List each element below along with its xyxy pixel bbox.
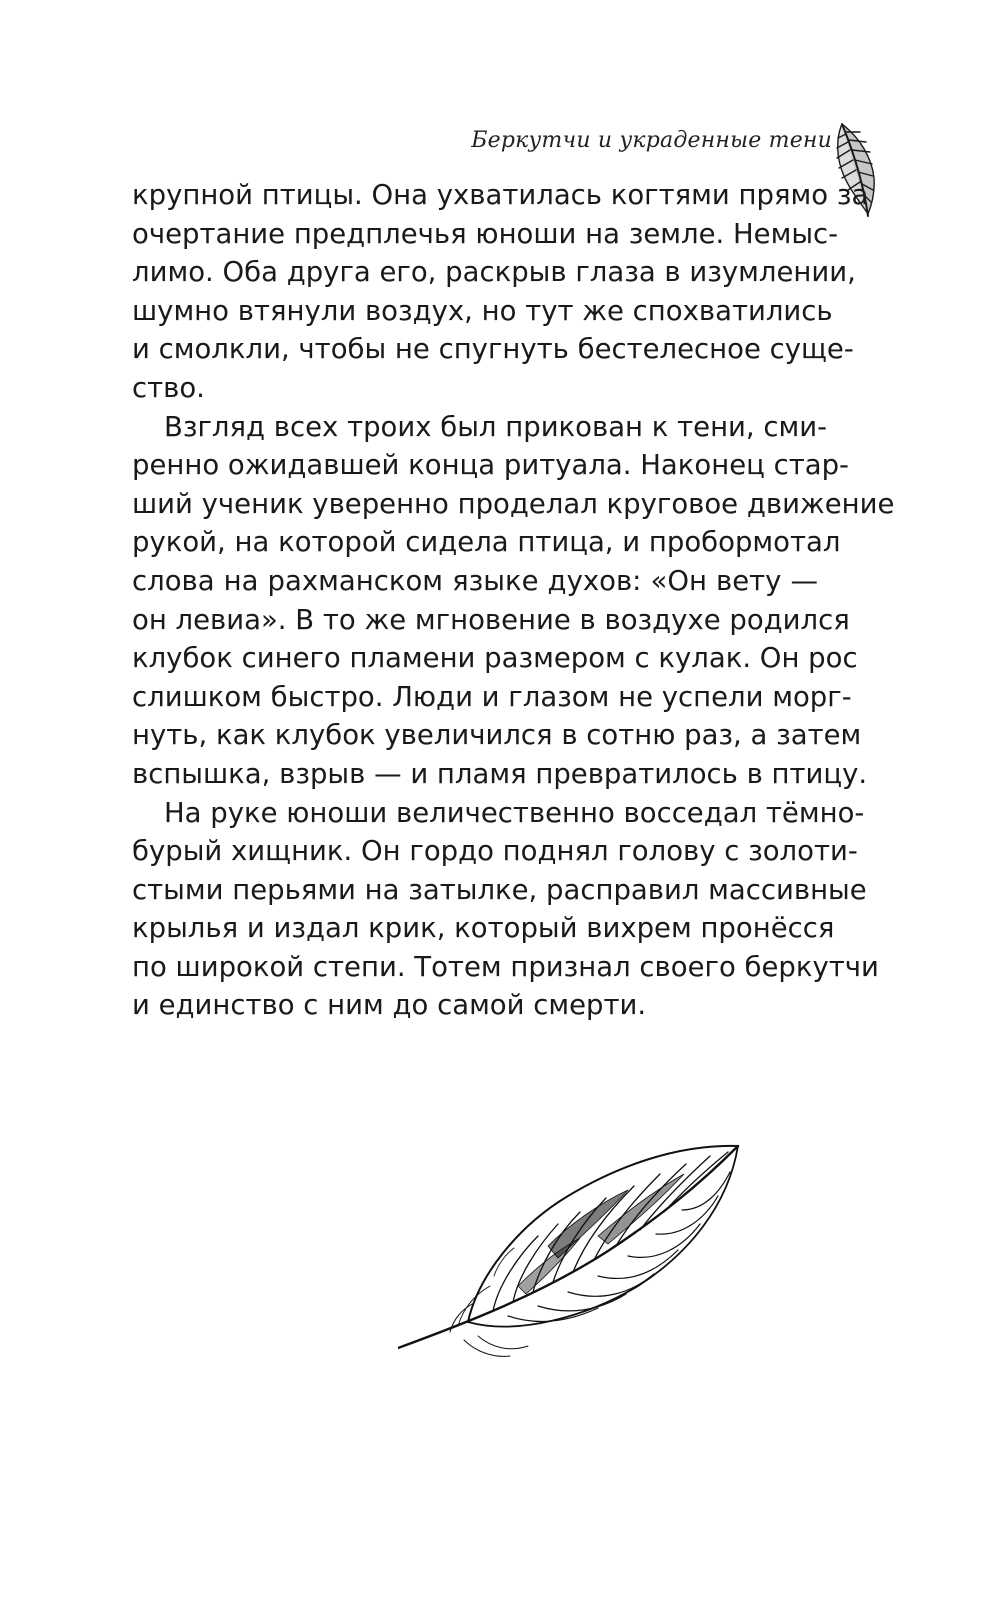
- text-line: ство.: [132, 371, 205, 404]
- text-line: он левиа». В то же мгновение в воздухе родился: [132, 603, 850, 636]
- text-line: крупной птицы. Она ухватилась когтями прямо за: [132, 179, 869, 211]
- text-line: лимо. Оба друга его, раскрыв глаза в изумлении,: [132, 256, 856, 289]
- paragraph-2: [132, 408, 895, 794]
- text-line: Взгляд всех троих был прикован к тени, сми-: [164, 410, 828, 443]
- text-line: очертание предплечья юноши на земле. Немыс-: [132, 217, 839, 250]
- text-line: и смолкли, чтобы не спугнуть бестелесное суще-: [132, 333, 854, 366]
- paragraph-3: [132, 794, 879, 1026]
- text-line: слишком быстро. Люди и глазом не успели морг-: [132, 680, 852, 713]
- text-line: На руке юноши величественно восседал тёмно-: [164, 796, 865, 829]
- text-line: крылья и издал крик, который вихрем пронёсся: [132, 912, 835, 945]
- text-line: вспышка, взрыв — и пламя превратилось в птицу.: [132, 757, 868, 790]
- feather-illustration-icon: [398, 1126, 778, 1376]
- text-line: стыми перьями на затылке, расправил массивные: [132, 873, 867, 906]
- body-text: [132, 176, 895, 1025]
- text-line: рукой, на которой сидела птица, и пробормотал: [132, 526, 841, 559]
- text-line: слова на рахманском языке духов: «Он вету —: [132, 564, 818, 597]
- running-header: Беркутчи и украденные тени: [471, 128, 832, 153]
- paragraph-1: [132, 176, 869, 408]
- text-line: и единство с ним до самой смерти.: [132, 989, 647, 1022]
- text-line: шумно втянули воздух, но тут же спохватились: [132, 294, 833, 327]
- text-line: бурый хищник. Он гордо поднял голову с золоти-: [132, 835, 858, 868]
- text-line: по широкой степи. Тотем признал своего беркутчи: [132, 950, 879, 983]
- text-line: клубок синего пламени размером с кулак. Он рос: [132, 642, 858, 675]
- text-line: ший ученик уверенно проделал круговое движение: [132, 487, 895, 520]
- text-line: нуть, как клубок увеличился в сотню раз, а затем: [132, 719, 862, 752]
- text-line: ренно ожидавшей конца ритуала. Наконец стар-: [132, 449, 849, 482]
